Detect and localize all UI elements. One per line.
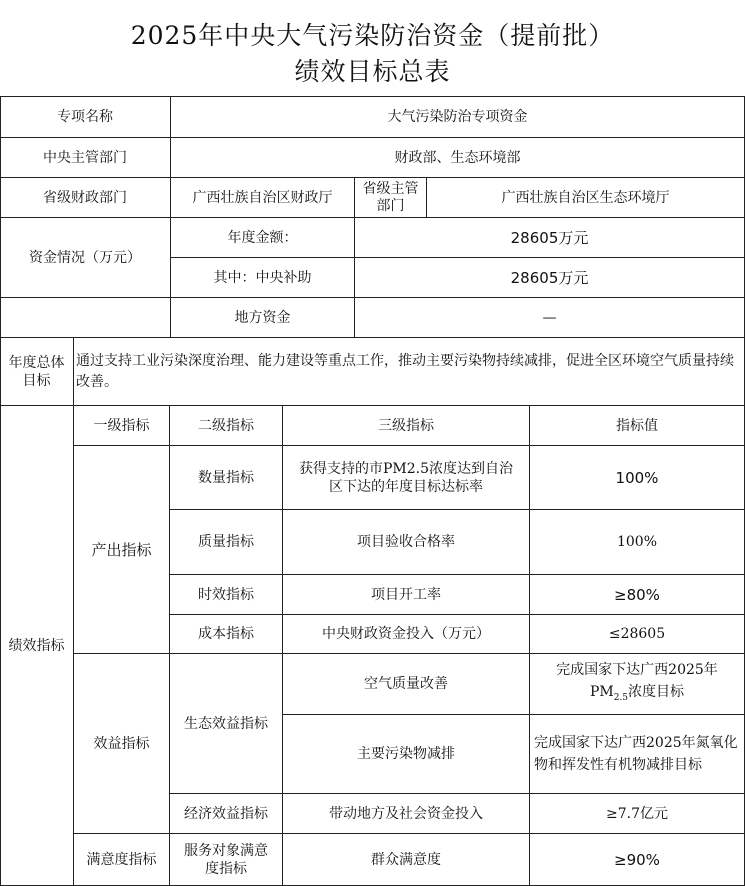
header-level2: 二级指标 — [170, 406, 283, 446]
air-quality-value-line2 — [590, 681, 684, 709]
header-level3: 三级指标 — [283, 406, 530, 446]
economic-benefit-text: 带动地方及社会资金投入 — [283, 794, 530, 834]
service-satisfaction-label: 服务对象满意度指标 — [170, 834, 283, 886]
emission-reduction-text: 主要污染物减排 — [283, 715, 530, 794]
page-title: 2025年中央大气污染防治资金（提前批） — [130, 21, 615, 50]
pm-subscript: 2.5 — [613, 693, 629, 703]
satisfaction-indicators-label: 满意度指标 — [74, 834, 170, 886]
prov-finance-value: 广西壮族自治区财政厅 — [171, 178, 355, 218]
cost-indicator-label: 成本指标 — [170, 615, 283, 654]
annual-goal-label: 年度总体目标 — [0, 338, 74, 406]
pm-suffix: 浓度目标 — [628, 684, 685, 700]
timeliness-indicator-text: 项目开工率 — [283, 575, 530, 615]
central-subsidy-label: 其中：中央补助 — [171, 258, 355, 298]
timeliness-indicator-value: ≥80% — [530, 575, 745, 615]
header-value: 指标值 — [530, 406, 745, 446]
annual-goal-text: 通过支持工业污染深度治理、能力建设等重点工作，推动主要污染物持续减排，促进全区环境空气质量持续改善。 — [74, 338, 745, 406]
central-subsidy-value: 28605万元 — [355, 258, 745, 298]
central-dept-label: 中央主管部门 — [0, 138, 171, 178]
output-indicators-label: 产出指标 — [74, 446, 170, 654]
item-name-value: 大气污染防治专项资金 — [171, 96, 745, 138]
header-level1: 一级指标 — [74, 406, 170, 446]
eco-benefit-label: 生态效益指标 — [170, 654, 283, 794]
emission-reduction-value: 完成国家下达广西2025年氮氧化物和挥发性有机物减排目标 — [530, 715, 745, 794]
public-satisfaction-text: 群众满意度 — [283, 834, 530, 886]
economic-benefit-value: ≥7.7亿元 — [530, 794, 745, 834]
cost-indicator-text: 中央财政资金投入（万元） — [283, 615, 530, 654]
air-quality-value — [530, 654, 745, 715]
performance-table — [0, 96, 745, 886]
quantity-indicator-label: 数量指标 — [170, 446, 283, 510]
economic-benefit-label: 经济效益指标 — [170, 794, 283, 834]
public-satisfaction-value: ≥90% — [530, 834, 745, 886]
pm-label: PM — [589, 684, 614, 700]
timeliness-indicator-label: 时效指标 — [170, 575, 283, 615]
quality-indicator-text: 项目验收合格率 — [283, 510, 530, 575]
annual-amount-label: 年度金额： — [171, 218, 355, 258]
central-dept-value: 财政部、生态环境部 — [171, 138, 745, 178]
quality-indicator-label: 质量指标 — [170, 510, 283, 575]
cost-indicator-value: ≤28605 — [530, 615, 745, 654]
quantity-indicator-text: 获得支持的市PM2.5浓度达到自治区下达的年度目标达标率 — [283, 446, 530, 510]
local-funds-blank — [0, 298, 171, 338]
air-quality-value-line1: 完成国家下达广西2025年 — [556, 662, 718, 678]
benefit-indicators-label: 效益指标 — [74, 654, 170, 834]
performance-indicators-label: 绩效指标 — [0, 406, 74, 886]
page-subtitle: 绩效目标总表 — [294, 57, 451, 86]
local-funds-value: — — [355, 298, 745, 338]
prov-dept-value: 广西壮族自治区生态环境厅 — [427, 178, 745, 218]
quality-indicator-value: 100% — [530, 510, 745, 575]
quantity-indicator-value: 100% — [530, 446, 745, 510]
item-name-label: 专项名称 — [0, 96, 171, 138]
air-quality-text: 空气质量改善 — [283, 654, 530, 715]
annual-amount-value: 28605万元 — [355, 218, 745, 258]
prov-dept-label: 省级主管部门 — [355, 178, 427, 218]
prov-finance-label: 省级财政部门 — [0, 178, 171, 218]
funds-label: 资金情况（万元） — [0, 218, 171, 298]
local-funds-label: 地方资金 — [171, 298, 355, 338]
